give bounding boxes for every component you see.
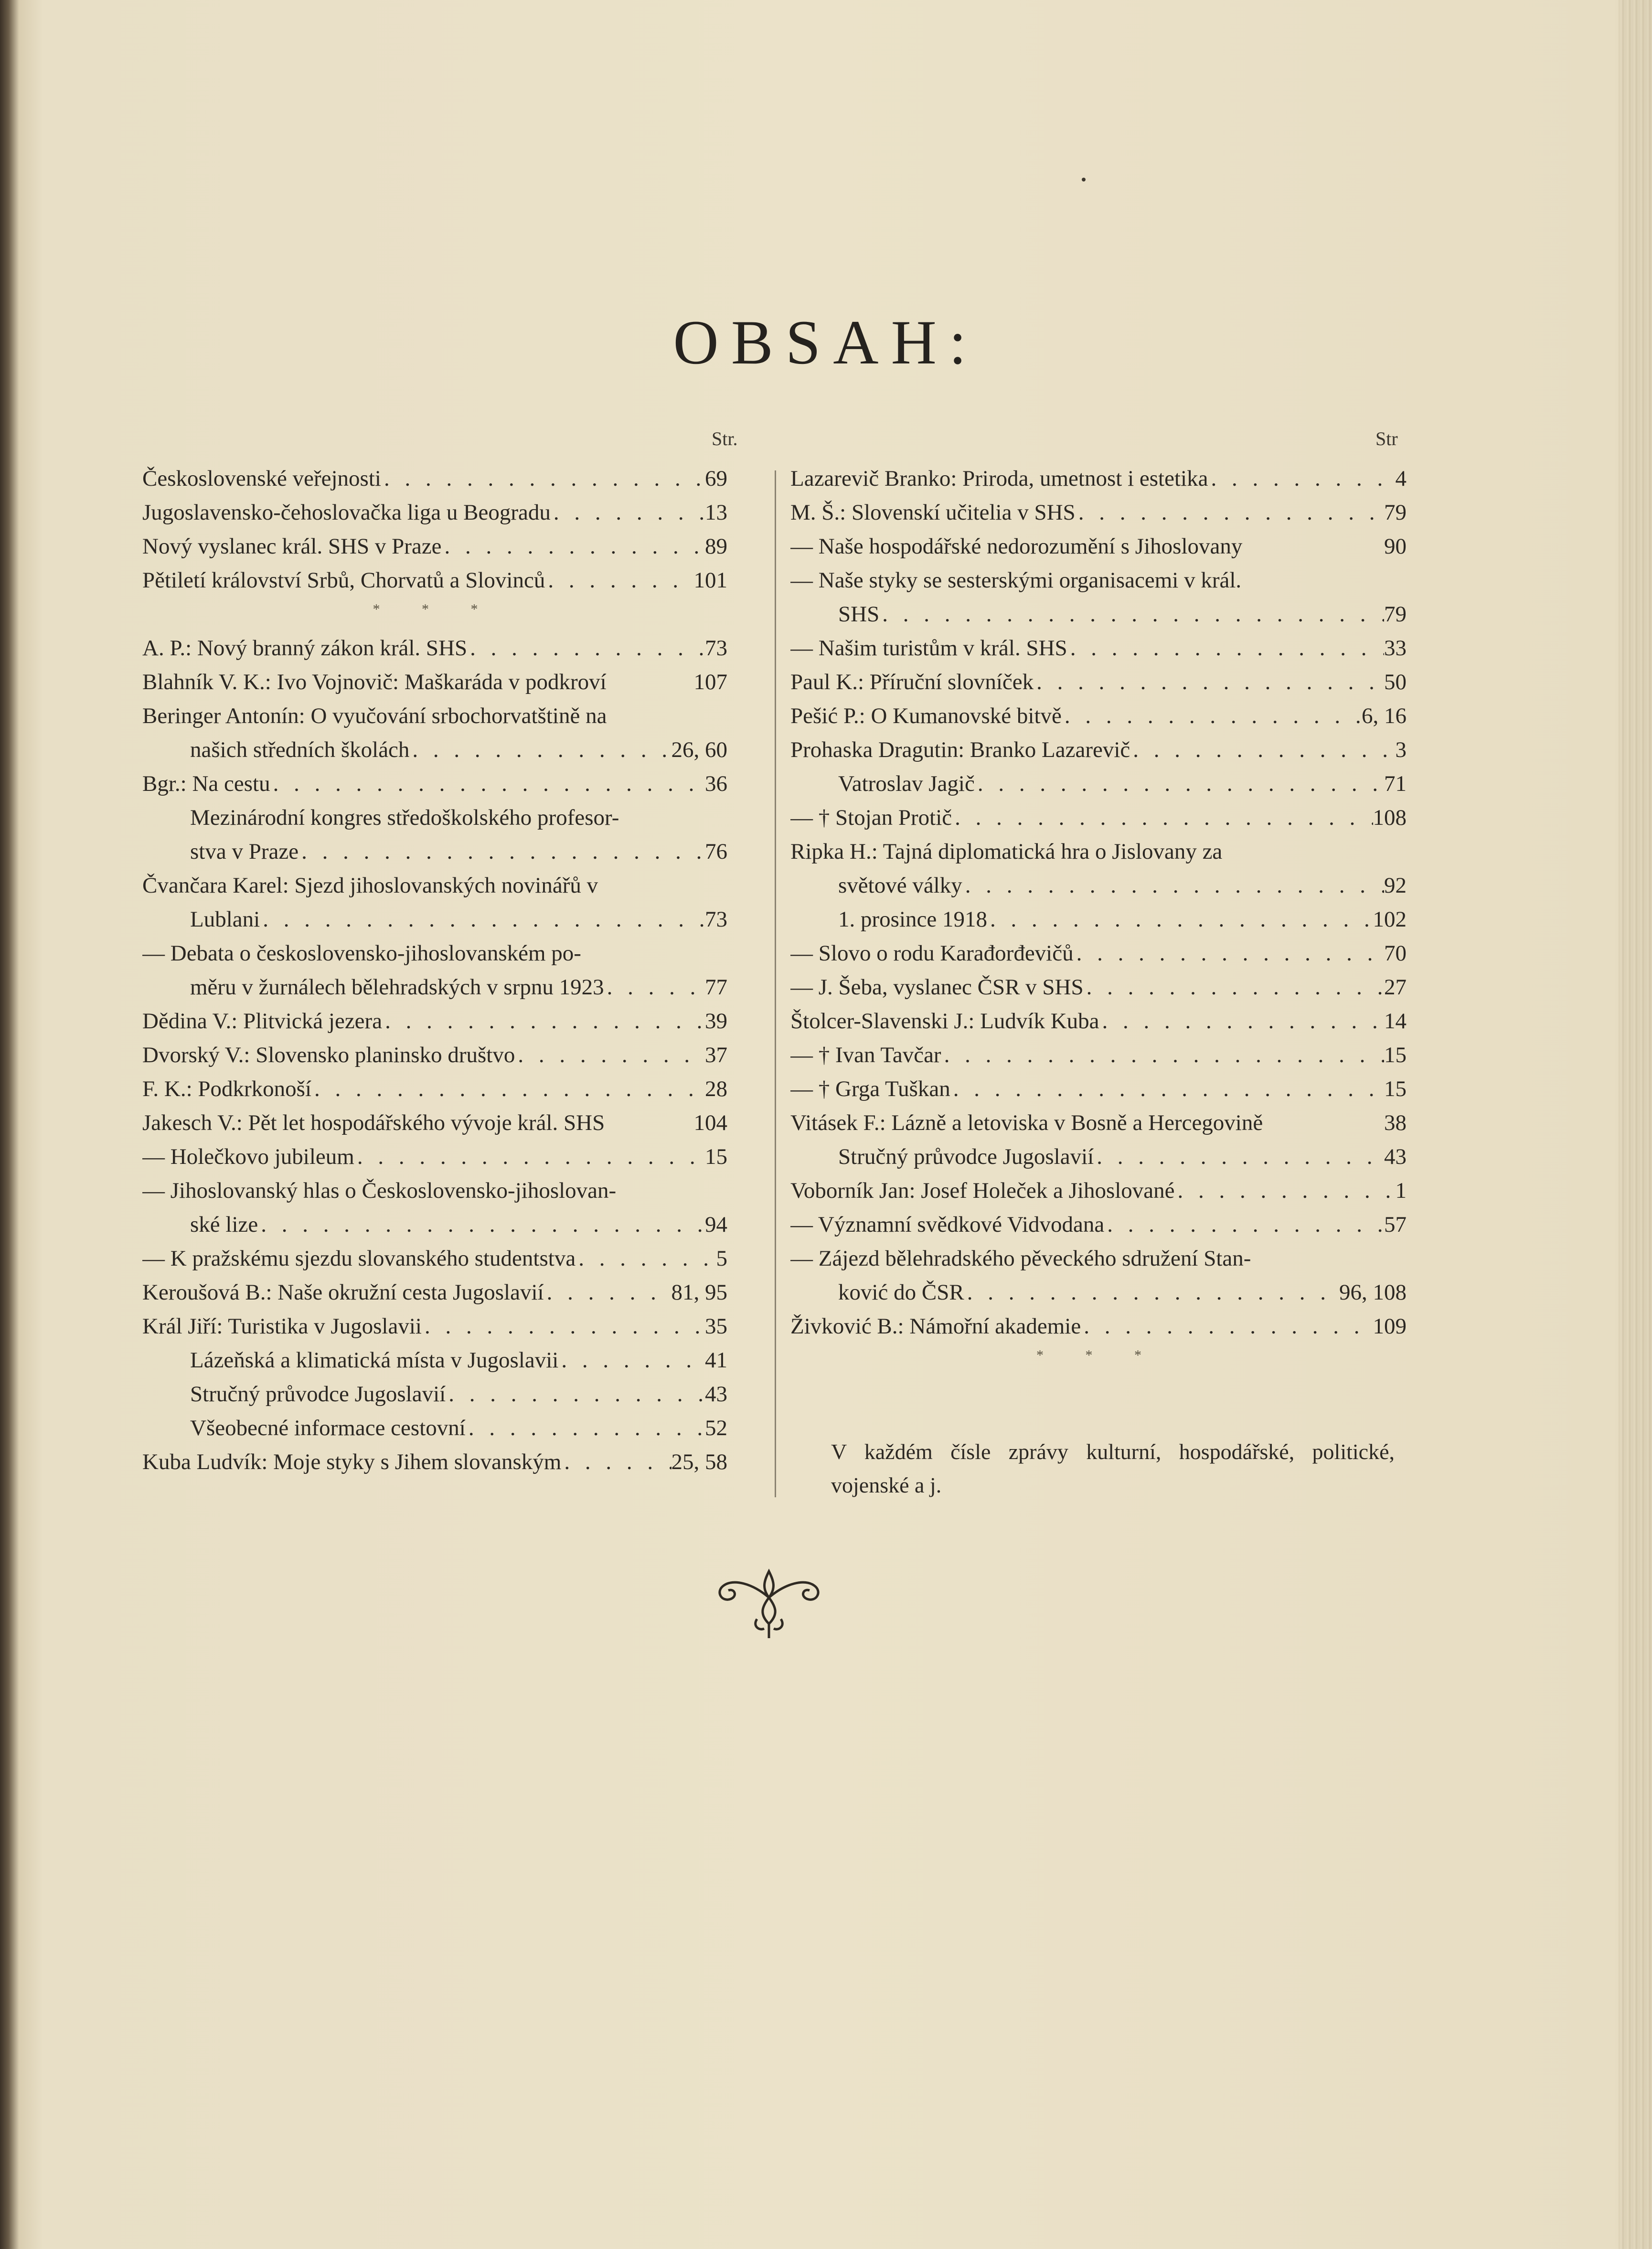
toc-entry-page: 94 xyxy=(705,1212,727,1237)
toc-entry-title: Živković B.: Námořní akademie xyxy=(790,1314,1081,1339)
toc-entry xyxy=(142,1212,727,1246)
toc-entry xyxy=(142,1076,727,1110)
toc-entry xyxy=(142,906,727,940)
dot-leader xyxy=(381,466,705,491)
toc-entry xyxy=(142,1008,727,1042)
toc-entry-title: — Naše hospodářské nedorozumění s Jihoslovany xyxy=(790,534,1243,559)
toc-entry-page: 104 xyxy=(693,1110,727,1135)
toc-entry-page: 79 xyxy=(1384,500,1407,525)
dot-leader xyxy=(311,1076,705,1102)
toc-entry-page: 109 xyxy=(1373,1314,1407,1339)
toc-entry-page: 38 xyxy=(1384,1110,1407,1135)
toc-entry-title: — Debata o československo-jihoslovanském po- xyxy=(142,941,581,966)
toc-entry-page: 70 xyxy=(1384,941,1407,966)
toc-entry-title: — Holečkovo jubileum xyxy=(142,1144,354,1169)
toc-entry xyxy=(790,873,1407,906)
toc-entry xyxy=(790,703,1407,737)
toc-entry-title: měru v žurnálech bělehradských v srpnu 1923 xyxy=(190,975,604,1000)
toc-entry xyxy=(790,1008,1407,1042)
toc-entry xyxy=(790,466,1407,500)
toc-entry xyxy=(142,1178,727,1212)
toc-entry xyxy=(790,601,1407,635)
toc-entry xyxy=(142,1110,727,1144)
toc-entry-page: 15 xyxy=(1384,1043,1407,1067)
toc-entry-page: 92 xyxy=(1384,873,1407,898)
dot-leader xyxy=(1067,635,1384,661)
toc-entry-title: Stručný průvodce Jugoslavií xyxy=(838,1144,1094,1169)
toc-entry-title: Pešić P.: O Kumanovské bitvě xyxy=(790,703,1062,728)
dot-leader xyxy=(604,974,705,1000)
dot-leader xyxy=(515,1042,705,1068)
toc-entry-page: 81, 95 xyxy=(671,1280,727,1305)
dot-leader xyxy=(962,873,1384,898)
toc-entry xyxy=(142,1279,727,1313)
toc-entry-page: 27 xyxy=(1384,975,1407,1000)
toc-entry-title: Prohaska Dragutin: Branko Lazarevič xyxy=(790,737,1130,762)
toc-entry-page: 73 xyxy=(705,907,727,932)
toc-entry-page: 36 xyxy=(705,771,727,796)
toc-entry-page: 73 xyxy=(705,636,727,661)
toc-entry xyxy=(142,635,727,669)
toc-entry xyxy=(790,974,1407,1008)
toc-entry-title: Lazarevič Branko: Priroda, umetnost i estetika xyxy=(790,466,1208,491)
toc-entry xyxy=(142,669,727,703)
toc-entry-title: Nový vyslanec král. SHS v Praze xyxy=(142,534,442,559)
toc-entry-title: Vatroslav Jagič xyxy=(838,771,975,796)
toc-entry-page: 35 xyxy=(705,1314,727,1339)
toc-entry-title: Vitásek F.: Lázně a letoviska v Bosně a Hercegovině xyxy=(790,1110,1263,1135)
dot-leader xyxy=(1099,1008,1384,1034)
toc-entry-title: A. P.: Nový branný zákon král. SHS xyxy=(142,636,468,661)
toc-entry xyxy=(790,805,1407,839)
toc-entry-title: Paul K.: Příruční slovníček xyxy=(790,670,1034,694)
toc-entry-page: 89 xyxy=(705,534,727,559)
dot-leader xyxy=(1084,974,1384,1000)
dot-leader xyxy=(442,533,705,559)
toc-entry-page: 96, 108 xyxy=(1339,1280,1407,1305)
toc-entry-page: 33 xyxy=(1384,636,1407,661)
dot-leader xyxy=(551,500,705,525)
toc-entry-title: SHS xyxy=(838,602,880,627)
toc-entry-page: 43 xyxy=(1384,1144,1407,1169)
dot-leader xyxy=(409,737,671,763)
toc-entry-title: Dvorský V.: Slovensko planinsko društvo xyxy=(142,1043,515,1067)
toc-entry-page: 76 xyxy=(705,839,727,864)
dot-leader xyxy=(298,839,705,864)
toc-entry-title: Beringer Antonín: O vyučování srbochorvatštině na xyxy=(142,703,607,728)
note-text: V každém čísle zprávy kulturní, hospodářské, politické, vojenské a j. xyxy=(831,1439,1395,1497)
toc-entry-title: Dědina V.: Plitvická jezera xyxy=(142,1009,383,1034)
toc-entry xyxy=(790,533,1407,567)
dot-leader xyxy=(1130,737,1395,763)
toc-entry-title: 1. prosince 1918 xyxy=(838,907,987,932)
dot-leader xyxy=(1034,669,1384,695)
left-column-header: Str. xyxy=(712,428,738,449)
toc-entry-page: 90 xyxy=(1384,534,1407,559)
toc-entry-title: — Zájezd bělehradského pěveckého sdružení Stan- xyxy=(790,1246,1251,1271)
toc-entry-title: Mezinárodní kongres středoškolského profesor- xyxy=(190,805,619,830)
toc-entry-page: 15 xyxy=(705,1144,727,1169)
toc-entry-page: 69 xyxy=(705,466,727,491)
dot-leader xyxy=(1076,500,1384,525)
toc-entry-page: 50 xyxy=(1384,670,1407,694)
dot-leader xyxy=(467,635,705,661)
dot-leader xyxy=(446,1381,705,1407)
toc-entry-title: Štolcer-Slavenski J.: Ludvík Kuba xyxy=(790,1009,1099,1034)
toc-entry-title: — † Stojan Protič xyxy=(790,805,952,830)
toc-entry xyxy=(142,873,727,906)
dot-leader xyxy=(260,906,705,932)
toc-entry-page: 107 xyxy=(693,670,727,694)
ink-spot xyxy=(1082,178,1086,181)
toc-entry-page: 5 xyxy=(716,1246,727,1271)
toc-entry xyxy=(790,940,1407,974)
toc-entry-title: — K pražskému sjezdu slovanského studentstva xyxy=(142,1246,576,1271)
toc-entry xyxy=(790,1178,1407,1212)
toc-entry-page: 25, 58 xyxy=(671,1450,727,1474)
toc-entry-title: Lublani xyxy=(190,907,260,932)
toc-entry xyxy=(790,1076,1407,1110)
dot-leader xyxy=(382,1008,705,1034)
toc-entry-title: Voborník Jan: Josef Holeček a Jihoslované xyxy=(790,1178,1175,1203)
left-column xyxy=(142,466,727,1483)
toc-entry xyxy=(142,1347,727,1381)
toc-entry-title: Král Jiří: Turistika v Jugoslavii xyxy=(142,1314,422,1339)
toc-entry-page: 41 xyxy=(705,1348,727,1373)
toc-entry xyxy=(790,567,1407,601)
toc-entry-page: 43 xyxy=(705,1382,727,1407)
dot-leader xyxy=(879,601,1384,627)
toc-entry xyxy=(790,1144,1407,1178)
toc-entry-title: M. Š.: Slovenskí učitelia v SHS xyxy=(790,500,1076,525)
dot-leader xyxy=(270,771,705,797)
toc-entry xyxy=(790,1246,1407,1279)
dot-leader xyxy=(950,1076,1384,1102)
dot-leader xyxy=(952,805,1373,831)
dot-leader xyxy=(422,1313,705,1339)
toc-entry xyxy=(142,771,727,805)
dot-leader xyxy=(1208,466,1395,491)
toc-entry xyxy=(790,1212,1407,1246)
toc-entry-page: 28 xyxy=(705,1077,727,1101)
toc-entry xyxy=(142,1449,727,1483)
dot-leader xyxy=(987,906,1373,932)
dot-leader xyxy=(975,771,1384,797)
toc-entry-title: — J. Šeba, vyslanec ČSR v SHS xyxy=(790,975,1084,1000)
toc-entry xyxy=(142,703,727,737)
toc-entry xyxy=(790,906,1407,940)
right-column-header: Str xyxy=(1375,428,1398,449)
toc-entry-title: Jakesch V.: Pět let hospodářského vývoje král. SHS xyxy=(142,1110,605,1135)
toc-entry xyxy=(142,1246,727,1279)
toc-entry-title: Lázeňská a klimatická místa v Jugoslavii xyxy=(190,1348,559,1373)
toc-entry-page: 26, 60 xyxy=(671,737,727,762)
toc-entry-title: Kuba Ludvík: Moje styky s Jihem slovanským xyxy=(142,1450,562,1474)
toc-entry xyxy=(142,1381,727,1415)
dot-leader xyxy=(941,1042,1384,1068)
toc-entry-title: našich středních školách xyxy=(190,737,410,762)
toc-entry-page: 101 xyxy=(693,568,727,593)
right-column xyxy=(790,466,1407,1381)
toc-entry-title: Pětiletí království Srbů, Chorvatů a Slovinců xyxy=(142,568,545,593)
toc-entry-page: 14 xyxy=(1384,1009,1407,1034)
toc-entry xyxy=(790,1042,1407,1076)
toc-entry xyxy=(142,805,727,839)
dot-leader xyxy=(1094,1144,1384,1170)
dot-leader xyxy=(576,1246,716,1271)
dot-leader xyxy=(258,1212,705,1237)
dot-leader xyxy=(1074,940,1384,966)
toc-entry-title: — Našim turistům v král. SHS xyxy=(790,636,1067,661)
toc-entry-page: 102 xyxy=(1373,907,1407,932)
toc-entry xyxy=(142,974,727,1008)
dot-leader xyxy=(1104,1212,1384,1237)
dot-leader xyxy=(558,1347,705,1373)
toc-entry-title: — Jihoslovanský hlas o Československo-jihoslovan- xyxy=(142,1178,617,1203)
toc-entry-page: 13 xyxy=(705,500,727,525)
toc-entry-title: Čvančara Karel: Sjezd jihoslovanských novinářů v xyxy=(142,873,598,898)
toc-entry xyxy=(790,500,1407,533)
toc-entry-page: 6, 16 xyxy=(1362,703,1407,728)
toc-entry-title: Stručný průvodce Jugoslavií xyxy=(190,1382,446,1407)
toc-entry-title: světové války xyxy=(838,873,962,898)
toc-entry-page: 1 xyxy=(1395,1178,1407,1203)
toc-entry xyxy=(790,771,1407,805)
dot-leader xyxy=(1062,703,1362,729)
column-divider xyxy=(775,470,776,1497)
toc-entry xyxy=(142,1042,727,1076)
toc-entry xyxy=(142,533,727,567)
toc-entry xyxy=(790,1279,1407,1313)
toc-entry-title: Jugoslavensko-čehoslovačka liga u Beogradu xyxy=(142,500,551,525)
right-separator: * * * xyxy=(1036,1347,1161,1363)
toc-entry xyxy=(790,635,1407,669)
toc-entry-page: 77 xyxy=(705,975,727,1000)
ornament-icon xyxy=(707,1562,831,1643)
toc-entry xyxy=(790,839,1407,873)
toc-entry-title: — Významní svědkové Vidvodana xyxy=(790,1212,1105,1237)
toc-entry-page: 39 xyxy=(705,1009,727,1034)
dot-leader xyxy=(544,1279,671,1305)
toc-entry xyxy=(790,737,1407,771)
toc-entry-title: — Naše styky se sesterskými organisacemi v král. xyxy=(790,568,1242,593)
toc-entry-page: 4 xyxy=(1395,466,1407,491)
toc-entry-page: 57 xyxy=(1384,1212,1407,1237)
toc-entry xyxy=(142,466,727,500)
dot-leader xyxy=(354,1144,705,1170)
toc-entry xyxy=(142,1313,727,1347)
toc-entry-title: Keroušová B.: Naše okružní cesta Jugoslavií xyxy=(142,1280,544,1305)
toc-entry xyxy=(790,1110,1407,1144)
toc-entry-title: stva v Praze xyxy=(190,839,299,864)
toc-entry-title: — † Grga Tuškan xyxy=(790,1077,950,1101)
toc-entry-page: 15 xyxy=(1384,1077,1407,1101)
toc-entry-page: 37 xyxy=(705,1043,727,1067)
toc-entry-title: Československé veřejnosti xyxy=(142,466,381,491)
toc-entry xyxy=(142,940,727,974)
left-separator: * * * xyxy=(373,601,497,617)
toc-entry-page: 108 xyxy=(1373,805,1407,830)
dot-leader xyxy=(545,567,693,593)
toc-entry-title: ské lize xyxy=(190,1212,258,1237)
toc-entry xyxy=(142,567,727,601)
dot-leader xyxy=(1175,1178,1396,1204)
toc-entry-title: ković do ČSR xyxy=(838,1280,964,1305)
toc-entry-title: Ripka H.: Tajná diplomatická hra o Jislovany za xyxy=(790,839,1223,864)
toc-entry-page: 3 xyxy=(1395,737,1407,762)
toc-entry-page: 79 xyxy=(1384,602,1407,627)
toc-entry-title: Všeobecné informace cestovní xyxy=(190,1416,466,1440)
toc-entry-title: Blahník V. K.: Ivo Vojnovič: Maškaráda v podkroví xyxy=(142,670,607,694)
toc-entry xyxy=(142,737,727,771)
dot-leader xyxy=(1081,1313,1373,1339)
toc-entry xyxy=(790,669,1407,703)
toc-entry-title: F. K.: Podkrkonoší xyxy=(142,1077,312,1101)
toc-entry xyxy=(142,500,727,533)
page-title: OBSAH: xyxy=(673,307,979,377)
toc-entry-title: Bgr.: Na cestu xyxy=(142,771,270,796)
toc-entry xyxy=(142,1144,727,1178)
dot-leader xyxy=(466,1415,705,1441)
dot-leader xyxy=(561,1449,671,1475)
toc-entry xyxy=(142,839,727,873)
toc-entry-page: 71 xyxy=(1384,771,1407,796)
toc-entry-title: — Slovo o rodu Karađorđevičů xyxy=(790,941,1074,966)
toc-entry xyxy=(142,1415,727,1449)
toc-entry xyxy=(790,1313,1407,1347)
toc-entry-page: 52 xyxy=(705,1416,727,1440)
toc-entry-title: — † Ivan Tavčar xyxy=(790,1043,941,1067)
dot-leader xyxy=(964,1279,1339,1305)
